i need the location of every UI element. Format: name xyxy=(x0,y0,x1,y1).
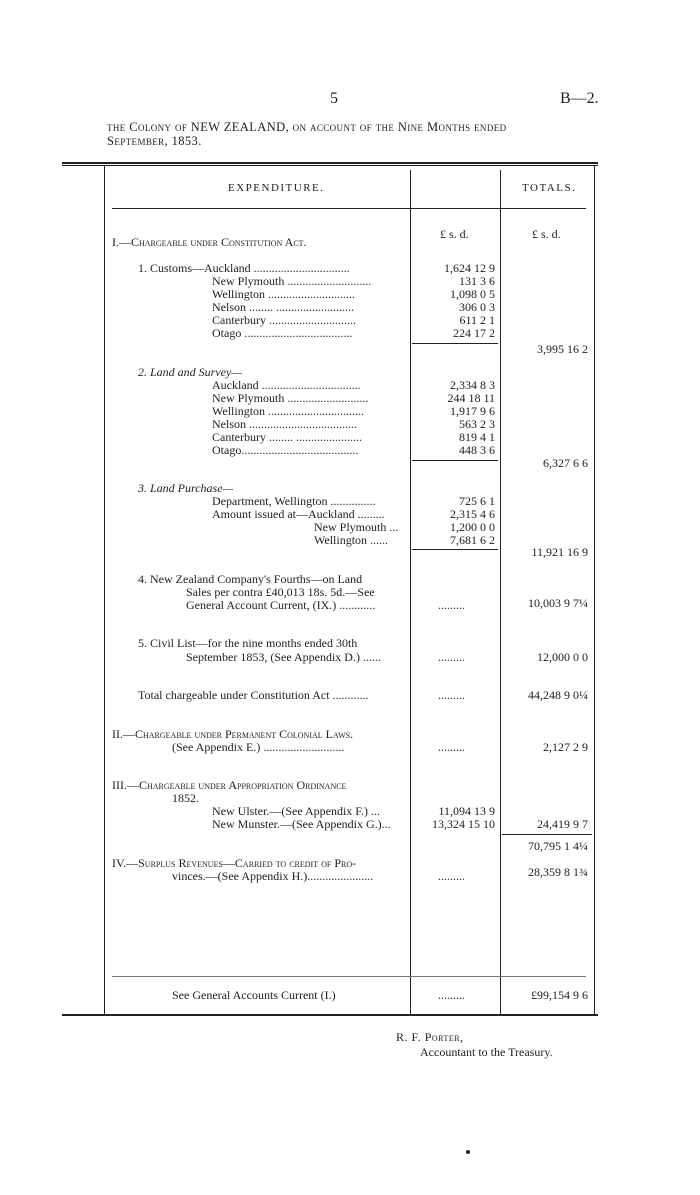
civil-line: September 1853, (See Appendix D.) ...... xyxy=(186,650,381,664)
section-ii-line: (See Appendix E.) ........................... xyxy=(172,740,345,754)
col-rule-totals xyxy=(500,170,501,1015)
total-i-label: Total chargeable under Constitution Act ............ xyxy=(138,688,369,702)
land-label: New Plymouth ........................... xyxy=(212,391,369,405)
section-iii-line: 1852. xyxy=(172,791,199,805)
section-ii-dots: ......... xyxy=(438,740,465,754)
footer-label: See General Accounts Current (I.) xyxy=(172,988,336,1002)
customs-total: 3,995 16 2 xyxy=(537,342,588,356)
subtotal-rule xyxy=(502,834,592,835)
section-iii-amount: 13,324 15 10 xyxy=(432,817,495,831)
currency-header-totals: £ s. d. xyxy=(532,227,561,241)
table-top-rule-thin xyxy=(62,165,598,166)
section-iii-amount: 11,094 13 9 xyxy=(438,804,495,818)
table-top-rule xyxy=(62,162,598,164)
nzco-total: 10,003 9 7¼ xyxy=(528,596,588,610)
customs-heading: 1. Customs—Auckland ................................ xyxy=(138,261,350,275)
section-iii-line: New Ulster.—(See Appendix F.) ... xyxy=(212,804,381,818)
total-i-value: 44,248 9 0¼ xyxy=(528,688,588,702)
header-rule xyxy=(112,208,586,209)
title-line-2: September, 1853. xyxy=(107,134,202,148)
purchase-label: New Plymouth ... xyxy=(314,520,399,534)
customs-subtotal-rule xyxy=(412,343,498,344)
land-label: Otago....................................... xyxy=(212,443,359,457)
land-amount: 819 4 1 xyxy=(459,430,495,444)
land-label: Auckland ................................. xyxy=(212,378,361,392)
land-label: Nelson .................................... xyxy=(212,417,357,431)
section-iii-total: 24,419 9 7 xyxy=(537,817,588,831)
purchase-label: Department, Wellington ............... xyxy=(212,494,376,508)
signature-name: R. F. Porter, xyxy=(396,1030,464,1044)
subtotal-value: 70,795 1 4¼ xyxy=(528,839,588,853)
section-iv-total: 28,359 8 1¾ xyxy=(528,865,588,879)
civil-total: 12,000 0 0 xyxy=(537,650,588,664)
land-amount: 244 18 11 xyxy=(447,391,495,405)
land-label: Wellington ................................ xyxy=(212,404,365,418)
nzco-line: Sales per contra £40,013 18s. 5d.—See xyxy=(186,585,375,599)
purchase-heading: 3. Land Purchase— xyxy=(138,481,234,495)
purchase-total: 11,921 16 9 xyxy=(531,545,588,559)
customs-label: Nelson ........ .......................... xyxy=(212,300,354,314)
signature-title: Accountant to the Treasury. xyxy=(420,1045,553,1059)
col-rule-left xyxy=(104,165,105,1015)
purchase-amount: 725 6 1 xyxy=(459,494,495,508)
page-number: 5 xyxy=(330,90,338,107)
customs-amount: 1,098 0 5 xyxy=(450,287,495,301)
customs-amount-auckland: 1,624 12 9 xyxy=(444,261,495,275)
land-amount: 1,917 9 6 xyxy=(450,404,495,418)
expenditure-header: EXPENDITURE. xyxy=(228,182,325,194)
col-rule-right xyxy=(594,165,595,1015)
print-mark xyxy=(466,1150,470,1154)
land-heading: 2. Land and Survey— xyxy=(138,365,242,379)
footer-dots: ......... xyxy=(438,988,465,1002)
section-iv-dots: ......... xyxy=(438,869,465,883)
purchase-label: Amount issued at—Auckland ......... xyxy=(212,507,385,521)
grand-total: £99,154 9 6 xyxy=(531,988,588,1002)
purchase-label: Wellington ...... xyxy=(314,533,389,547)
customs-label: Otago .................................... xyxy=(212,326,353,340)
nzco-line: 4. New Zealand Company's Fourths—on Land xyxy=(138,572,363,586)
customs-label: Canterbury ............................. xyxy=(212,313,356,327)
land-label: Canterbury ........ ...................... xyxy=(212,430,362,444)
civil-line: 5. Civil List—for the nine months ended 30th xyxy=(138,636,358,650)
land-total: 6,327 6 6 xyxy=(543,456,588,470)
currency-header-mid: £ s. d. xyxy=(440,227,469,241)
section-iii-line: New Munster.—(See Appendix G.)... xyxy=(212,817,391,831)
purchase-subtotal-rule xyxy=(412,549,498,550)
customs-label: New Plymouth ............................ xyxy=(212,274,372,288)
col-rule-mid xyxy=(410,170,411,1015)
land-amount: 2,334 8 3 xyxy=(450,378,495,392)
land-amount: 563 2 3 xyxy=(459,417,495,431)
table-bottom-rule xyxy=(62,1014,598,1016)
title-line-1: the Colony of NEW ZEALAND, on account of the Nine Months ended xyxy=(107,120,507,134)
land-amount: 448 3 6 xyxy=(459,443,495,457)
section-ii-line: II.—Chargeable under Permanent Colonial Laws. xyxy=(112,727,354,741)
civil-dots: ......... xyxy=(438,650,465,664)
customs-amount: 306 0 3 xyxy=(459,300,495,314)
purchase-amount: 2,315 4 6 xyxy=(450,507,495,521)
section-ii-total: 2,127 2 9 xyxy=(543,740,588,754)
purchase-amount: 1,200 0 0 xyxy=(450,520,495,534)
section-iv-line: IV.—Surplus Revenues—Carried to credit of Pro- xyxy=(112,856,357,870)
nzco-line: General Account Current, (IX.) ............ xyxy=(186,598,376,612)
customs-amount: 611 2 1 xyxy=(459,313,495,327)
land-subtotal-rule xyxy=(412,460,498,461)
section-iv-line: vinces.—(See Appendix H.)...................... xyxy=(172,869,374,883)
purchase-amount: 7,681 6 2 xyxy=(450,533,495,547)
totals-header: TOTALS. xyxy=(522,182,577,194)
ref-code: B—2. xyxy=(560,90,599,107)
customs-amount: 131 3 6 xyxy=(459,274,495,288)
total-i-dots: ......... xyxy=(438,688,465,702)
footer-separator xyxy=(112,976,586,977)
section-iii-line: III.—Chargeable under Appropriation Ordinance xyxy=(112,778,347,792)
section-i-heading: I.—Chargeable under Constitution Act. xyxy=(112,235,307,249)
nzco-dots: ......... xyxy=(438,598,465,612)
customs-label: Wellington ............................. xyxy=(212,287,356,301)
customs-amount: 224 17 2 xyxy=(453,326,495,340)
